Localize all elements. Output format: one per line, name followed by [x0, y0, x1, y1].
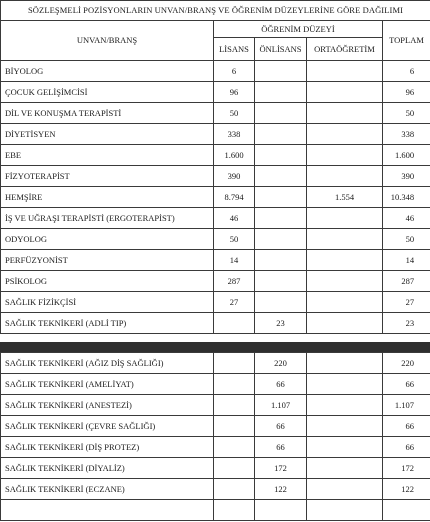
total-cell: 50	[383, 103, 430, 124]
total-cell: 172	[383, 458, 430, 479]
onlisans-cell	[255, 145, 307, 166]
onlisans-cell	[255, 500, 307, 521]
row-name-cell: SAĞLIK TEKNİKERİ (ADLİ TIP)	[1, 313, 214, 334]
table-row	[1, 313, 430, 334]
row-name-cell	[1, 500, 214, 521]
lisans-cell	[214, 353, 255, 374]
table-row	[1, 61, 430, 82]
lisans-cell: 390	[214, 166, 255, 187]
onlisans-cell	[255, 208, 307, 229]
row-name-cell: FİZYOTERAPİST	[1, 166, 214, 187]
onlisans-cell	[255, 61, 307, 82]
lisans-cell: 1.600	[214, 145, 255, 166]
lisans-cell	[214, 374, 255, 395]
ortaogretim-cell	[307, 145, 383, 166]
total-cell: 122	[383, 479, 430, 500]
onlisans-cell	[255, 166, 307, 187]
table-row	[1, 103, 430, 124]
lisans-cell: 338	[214, 124, 255, 145]
table-row	[1, 271, 430, 292]
table-row	[1, 250, 430, 271]
lisans-cell: 50	[214, 229, 255, 250]
onlisans-cell: 66	[255, 374, 307, 395]
lisans-cell: 6	[214, 61, 255, 82]
header-ortaogretim: ORTAÖĞRETİM	[307, 38, 383, 61]
ortaogretim-cell	[307, 479, 383, 500]
table-row	[1, 500, 430, 521]
ortaogretim-cell	[307, 229, 383, 250]
lisans-cell	[214, 437, 255, 458]
total-cell: 338	[383, 124, 430, 145]
ortaogretim-cell	[307, 103, 383, 124]
ortaogretim-cell	[307, 458, 383, 479]
ortaogretim-cell	[307, 124, 383, 145]
row-name-cell: BİYOLOG	[1, 61, 214, 82]
row-name-cell: SAĞLIK TEKNİKERİ (ÇEVRE SAĞLIĞI)	[1, 416, 214, 437]
table-row	[1, 416, 430, 437]
total-cell	[383, 500, 430, 521]
total-cell: 27	[383, 292, 430, 313]
onlisans-cell: 66	[255, 416, 307, 437]
row-name-cell: DİL VE KONUŞMA TERAPİSTİ	[1, 103, 214, 124]
lisans-cell	[214, 313, 255, 334]
table-row	[1, 374, 430, 395]
ortaogretim-cell	[307, 374, 383, 395]
ortaogretim-cell	[307, 82, 383, 103]
ortaogretim-cell	[307, 313, 383, 334]
table-row	[1, 124, 430, 145]
table-row	[1, 395, 430, 416]
onlisans-cell: 172	[255, 458, 307, 479]
row-name-cell: DİYETİSYEN	[1, 124, 214, 145]
header-lisans: LİSANS	[214, 38, 255, 61]
total-cell: 6	[383, 61, 430, 82]
ortaogretim-cell	[307, 61, 383, 82]
row-name-cell: SAĞLIK TEKNİKERİ (DİYALİZ)	[1, 458, 214, 479]
lisans-cell	[214, 395, 255, 416]
total-cell: 1.107	[383, 395, 430, 416]
total-cell: 287	[383, 271, 430, 292]
onlisans-cell	[255, 271, 307, 292]
lisans-cell	[214, 500, 255, 521]
lisans-cell	[214, 458, 255, 479]
table-row	[1, 187, 430, 208]
onlisans-cell	[255, 250, 307, 271]
total-cell: 66	[383, 374, 430, 395]
total-cell: 66	[383, 416, 430, 437]
ortaogretim-cell	[307, 292, 383, 313]
table-title: SÖZLEŞMELİ POZİSYONLARIN UNVAN/BRANŞ VE ÖĞRENİM DÜZEYLERİNE GÖRE DAĞILIMI	[1, 1, 430, 21]
table-row	[1, 479, 430, 500]
lisans-cell: 96	[214, 82, 255, 103]
ortaogretim-cell	[307, 353, 383, 374]
onlisans-cell	[255, 82, 307, 103]
ortaogretim-cell	[307, 271, 383, 292]
lisans-cell: 8.794	[214, 187, 255, 208]
onlisans-cell: 23	[255, 313, 307, 334]
table-row	[1, 166, 430, 187]
lisans-cell	[214, 479, 255, 500]
row-name-cell: İŞ VE UĞRAŞI TERAPİSTİ (ERGOTERAPİST)	[1, 208, 214, 229]
onlisans-cell	[255, 103, 307, 124]
header-education-level: ÖĞRENİM DÜZEYİ	[214, 21, 383, 38]
row-name-cell: SAĞLIK TEKNİKERİ (AMELİYAT)	[1, 374, 214, 395]
row-name-cell: EBE	[1, 145, 214, 166]
row-name-cell: SAĞLIK TEKNİKERİ (ECZANE)	[1, 479, 214, 500]
total-cell: 390	[383, 166, 430, 187]
ortaogretim-cell	[307, 500, 383, 521]
onlisans-cell: 66	[255, 437, 307, 458]
table-row	[1, 145, 430, 166]
row-name-cell: ÇOCUK GELİŞİMCİSİ	[1, 82, 214, 103]
total-cell: 1.600	[383, 145, 430, 166]
onlisans-cell	[255, 124, 307, 145]
onlisans-cell	[255, 187, 307, 208]
lisans-cell: 14	[214, 250, 255, 271]
ortaogretim-cell	[307, 395, 383, 416]
total-cell: 220	[383, 353, 430, 374]
lisans-cell: 27	[214, 292, 255, 313]
ortaogretim-cell	[307, 208, 383, 229]
table-row	[1, 229, 430, 250]
table-row	[1, 458, 430, 479]
table-row	[1, 353, 430, 374]
onlisans-cell: 122	[255, 479, 307, 500]
total-cell: 50	[383, 229, 430, 250]
row-name-cell: SAĞLIK TEKNİKERİ (AĞIZ DİŞ SAĞLIĞI)	[1, 353, 214, 374]
row-name-cell: HEMŞİRE	[1, 187, 214, 208]
total-cell: 46	[383, 208, 430, 229]
ortaogretim-cell	[307, 437, 383, 458]
lisans-cell: 287	[214, 271, 255, 292]
page-divider	[0, 342, 430, 352]
row-name-cell: SAĞLIK TEKNİKERİ (DİŞ PROTEZ)	[1, 437, 214, 458]
onlisans-cell: 1.107	[255, 395, 307, 416]
header-unvan: UNVAN/BRANŞ	[1, 21, 214, 61]
table-row	[1, 437, 430, 458]
total-cell: 96	[383, 82, 430, 103]
total-cell: 23	[383, 313, 430, 334]
onlisans-cell	[255, 292, 307, 313]
onlisans-cell	[255, 229, 307, 250]
table-row	[1, 208, 430, 229]
onlisans-cell: 220	[255, 353, 307, 374]
ortaogretim-cell	[307, 416, 383, 437]
lisans-cell: 50	[214, 103, 255, 124]
header-total: TOPLAM	[383, 21, 430, 61]
total-cell: 14	[383, 250, 430, 271]
ortaogretim-cell: 1.554	[307, 187, 383, 208]
ortaogretim-cell	[307, 250, 383, 271]
table-row	[1, 82, 430, 103]
header-onlisans: ÖNLİSANS	[255, 38, 307, 61]
row-name-cell: PSİKOLOG	[1, 271, 214, 292]
lisans-cell: 46	[214, 208, 255, 229]
ortaogretim-cell	[307, 166, 383, 187]
total-cell: 66	[383, 437, 430, 458]
table-row	[1, 292, 430, 313]
row-name-cell: ODYOLOG	[1, 229, 214, 250]
row-name-cell: PERFÜZYONİST	[1, 250, 214, 271]
total-cell: 10.348	[383, 187, 430, 208]
lisans-cell	[214, 416, 255, 437]
row-name-cell: SAĞLIK TEKNİKERİ (ANESTEZİ)	[1, 395, 214, 416]
row-name-cell: SAĞLIK FİZİKÇİSİ	[1, 292, 214, 313]
positions-table-continued	[0, 352, 430, 521]
